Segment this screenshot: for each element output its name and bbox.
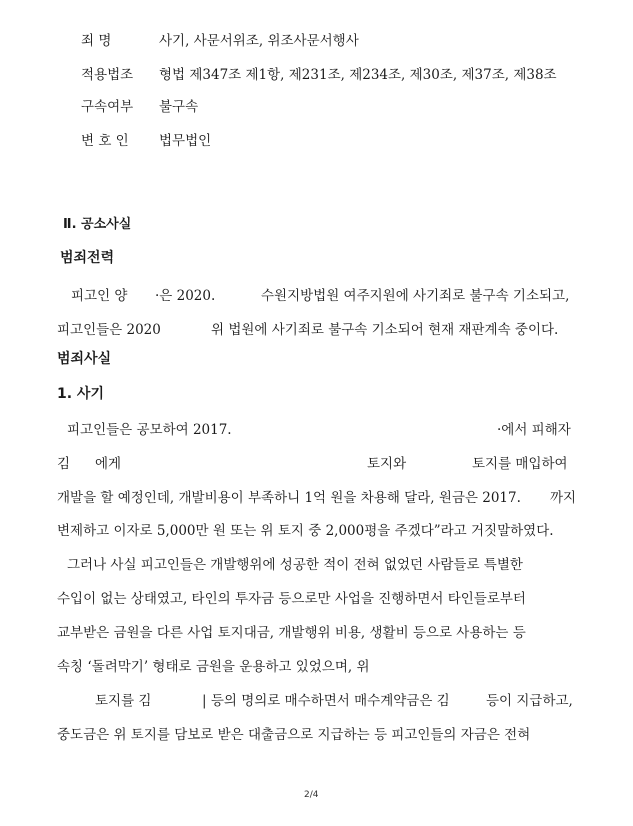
meta-value-counsel: 법무법인 (159, 133, 212, 149)
crime-facts-line8: 속칭 ‘돌려막기’ 형태로 금원을 운용하고 있었으며, 위 (57, 659, 370, 675)
meta-label-charge: 죄 명 (81, 33, 112, 49)
meta-value-charge: 사기, 사문서위조, 위조사문서행사 (159, 33, 359, 49)
meta-label-law: 적용법조 (81, 67, 134, 83)
crime-history-heading: 범죄전력 (60, 250, 115, 266)
meta-label-detention: 구속여부 (81, 99, 134, 115)
crime-facts-subheading: 1. 사기 (57, 386, 104, 402)
crime-history-line1-c: 수원지방법원 여주지원에 사기죄로 불구속 기소되고, (261, 288, 570, 304)
section-title: Ⅱ. 공소사실 (63, 217, 132, 232)
crime-facts-line2-b: 에게 (95, 456, 122, 472)
crime-facts-line9-a: 토지를 김 (95, 693, 152, 709)
crime-facts-line6: 수입이 없는 상태였고, 타인의 투자금 등으로만 사업을 진행하면서 타인들로부터 (57, 591, 526, 607)
crime-facts-line2-a: 김 (57, 456, 71, 472)
crime-history-line1-b: ·은 2020. (155, 288, 216, 304)
crime-facts-line7: 교부받은 금원을 다른 사업 토지대금, 개발행위 비용, 생활비 등으로 사용하는 등 (57, 625, 526, 641)
crime-facts-line2-c: 토지와 (367, 456, 407, 472)
crime-facts-line5: 그러나 사실 피고인들은 개발행위에 성공한 적이 전혀 없었던 사람들로 특별한 (67, 557, 523, 573)
crime-facts-line4: 변제하고 이자로 5,000만 원 또는 위 토지 중 2,000평을 주겠다”라고 거짓말하였다. (57, 523, 554, 539)
crime-facts-line1-a: 피고인들은 공모하여 2017. (67, 422, 232, 438)
crime-facts-line2-d: 토지를 매입하여 (472, 456, 568, 472)
crime-history-line2-a: 피고인들은 2020 (57, 322, 161, 338)
crime-facts-heading: 범죄사실 (57, 351, 112, 367)
crime-facts-line9-b: | 등의 명의로 매수하면서 매수계약금은 김 (202, 693, 450, 709)
crime-history-line1-a: 피고인 양 (71, 288, 128, 304)
crime-facts-line10: 중도금은 위 토지를 담보로 받은 대출금으로 지급하는 등 피고인들의 자금은 전혀 (57, 727, 531, 743)
meta-value-law: 형법 제347조 제1항, 제231조, 제234조, 제30조, 제37조, 제38조 (159, 67, 557, 83)
crime-history-line2-b: 위 법원에 사기죄로 불구속 기소되어 현재 재판계속 중이다. (211, 322, 559, 338)
meta-label-counsel: 변 호 인 (81, 133, 129, 149)
crime-facts-line9-c: 등이 지급하고, (486, 693, 573, 709)
crime-facts-line1-b: ·에서 피해자 (497, 422, 571, 438)
crime-facts-line3-b: 까지 (550, 490, 577, 506)
page-number: 2/4 (304, 790, 319, 800)
meta-value-detention: 불구속 (159, 99, 199, 115)
crime-facts-line3-a: 개발을 할 예정인데, 개발비용이 부족하니 1억 원을 차용해 달라, 원금은 2017. (57, 490, 521, 506)
